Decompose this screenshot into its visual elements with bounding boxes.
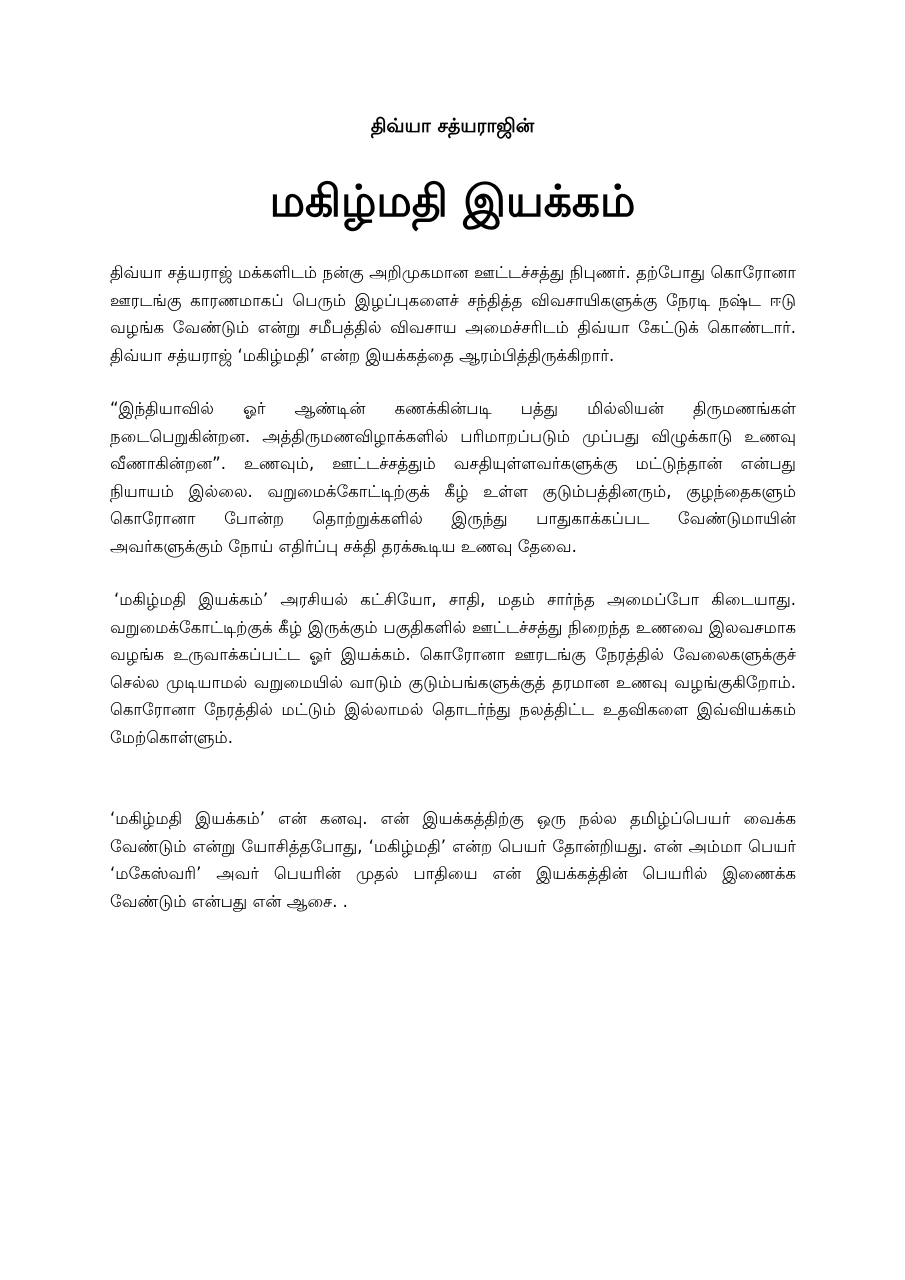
document-title: மகிழ்மதி இயக்கம் [269, 176, 636, 227]
paragraph-introduction: திவ்யா சத்யராஜ் மக்களிடம் நன்கு அறிமுகமான ஊட்டச்சத்து நிபுணர். தற்போது கொரோனா ஊரடங்கு காரணமாகப் பெரும் இழப்புகளைச் சந்தித்த விவசாயிகளுக்கு நேரடி நஷ்ட ஈடு வழங்க வேண்டும் என்று சமீபத்தில் விவசாய அமைச்சரிடம் திவ்யா கேட்டுக் கொண்டார். திவ்யா சத்யராஜ் ‘மகிழ்மதி’ என்ற இயக்கத்தை ஆரம்பித்திருக்கிறார். [110, 263, 796, 365]
author-byline: திவ்யா சத்யராஜின் [370, 115, 535, 137]
paragraph-wedding-food-waste: “இந்தியாவில் ஓர் ஆண்டின் கணக்கின்படி பத்து மில்லியன் திருமணங்கள் நடைபெறுகின்றன. அத்திருமணவிழாக்களில் பரிமாறப்படும் முப்பது விழுக்காடு உணவு வீணாகின்றன”. உணவும், ஊட்டச்சத்தும் வசதியுள்ளவர்களுக்கு மட்டுந்தான் என்பது நியாயம் இல்லை. வறுமைக்கோட்டிற்குக் கீழ் உள்ள குடும்பத்தினரும், குழந்தைகளும் கொரோனா போன்ற தொற்றுக்களில் இருந்து பாதுகாக்கப்பட வேண்டுமாயின் அவர்களுக்கும் நோய் எதிர்ப்பு சக்தி தரக்கூடிய உணவு தேவை. [110, 399, 796, 556]
article-body [110, 259, 796, 915]
paragraph-movement-purpose: ‘மகிழ்மதி இயக்கம்’ அரசியல் கட்சியோ, சாதி, மதம் சார்ந்த அமைப்போ கிடையாது. வறுமைக்கோட்டிற்குக் கீழ் இருக்கும் பகுதிகளில் ஊட்டச்சத்து நிறைந்த உணவை இலவசமாக வழங்க உருவாக்கப்பட்ட ஓர் இயக்கம். கொரோனா ஊரடங்கு நேரத்தில் வேலைகளுக்குச் செல்ல முடியாமல் வறுமையில் வாடும் குடும்பங்களுக்குத் தரமான உணவு வழங்குகிறோம். கொரோனா நேரத்தில் மட்டும் இல்லாமல் தொடர்ந்து நலத்திட்ட உதவிகளை இவ்வியக்கம் மேற்கொள்ளும். [110, 590, 796, 747]
paragraph-name-origin: ‘மகிழ்மதி இயக்கம்’ என் கனவு. என் இயக்கத்திற்கு ஒரு நல்ல தமிழ்ப்பெயர் வைக்க வேண்டும் என்று யோசித்தபோது, ‘மகிழ்மதி’ என்ற பெயர் தோன்றியது. என் அம்மா பெயர் ‘மகேஸ்வரி’ அவர் பெயரின் முதல் பாதியை என் இயக்கத்தின் பெயரில் இணைக்க வேண்டும் என்பது என் ஆசை. . [110, 809, 796, 911]
